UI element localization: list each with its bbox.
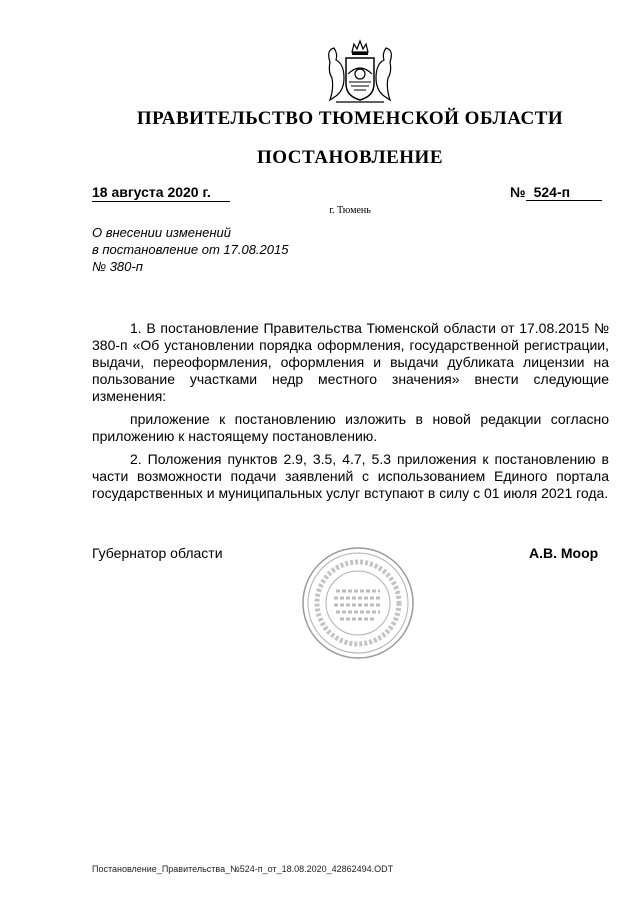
document-body	[92, 320, 609, 508]
document-type: ПОСТАНОВЛЕНИЕ	[256, 147, 444, 168]
document-number	[510, 184, 602, 201]
subject-line: № 380-п	[92, 259, 143, 274]
body-paragraph: 1. В постановление Правительства Тюменской области от 17.08.2015 № 380-п «Об установлении порядка оформления, государственной регистрации, выдачи, переоформления, оформления и выдачи дубликата лицензии на пользование участками недр местного значения» внести следующие изменения:	[92, 320, 609, 404]
signer-name: А.В. Моор	[529, 545, 599, 561]
subject-line: в постановление от 17.08.2015	[92, 242, 289, 257]
coat-of-arms-icon	[318, 38, 402, 106]
government-title: ПРАВИТЕЛЬСТВО ТЮМЕНСКОЙ ОБЛАСТИ	[136, 108, 564, 129]
document-date: 18 августа 2020 г.	[92, 184, 230, 202]
signer-position: Губернатор области	[92, 545, 223, 561]
footer-filename: Постановление_Правительства_№524-п_от_18.08.2020_42862494.ODT	[92, 864, 394, 874]
body-paragraph: приложение к постановлению изложить в новой редакции согласно приложению к настоящему постановлению.	[92, 411, 609, 444]
subject-line: О внесении изменений	[92, 225, 231, 240]
city: г. Тюмень	[329, 205, 371, 216]
number-sign: №	[510, 184, 526, 200]
number-value: 524-п	[526, 184, 602, 201]
document-subject	[92, 224, 352, 275]
body-paragraph: 2. Положения пунктов 2.9, 3.5, 4.7, 5.3 приложения к постановлению в части возможности подачи заявлений с использованием Единого портала государственных и муниципальных услуг вступают в силу с 01 июля 2021 года.	[92, 451, 609, 501]
official-seal-icon	[300, 545, 416, 661]
